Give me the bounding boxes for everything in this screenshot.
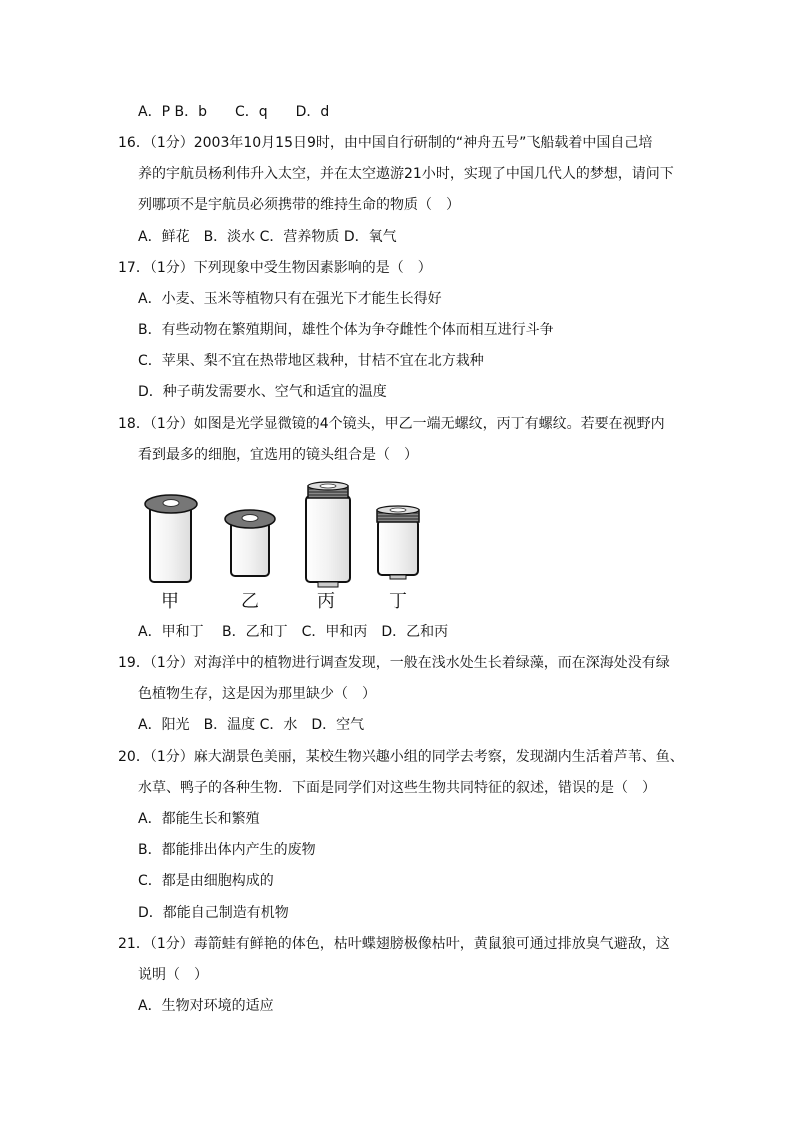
q20-option-d: D．都能自己制造有机物 <box>138 905 289 921</box>
q20-stem-line1: 20．（1分）麻大湖景色美丽，某校生物兴趣小组的同学去考察，发现湖内生活着芦苇、鱼、 <box>118 749 684 765</box>
q17-stem: 17．（1分）下列现象中受生物因素影响的是（ ） <box>118 260 432 276</box>
lenses-drawing <box>140 480 460 592</box>
lens-yi <box>225 510 275 576</box>
q16-stem-line1: 16．（1分）2003年10月15日9时，由中国自行研制的“神舟五号”飞船载着中国自己培 <box>118 135 653 151</box>
q20-stem-line2: 水草、鸭子的各种生物．下面是同学们对这些生物共同特征的叙述，错误的是（ ） <box>138 780 656 796</box>
lens-label-bing: 丙 <box>317 591 335 612</box>
q20-option-b: B．都能排出体内产生的废物 <box>138 842 316 858</box>
q19-stem-line2: 色植物生存，这是因为那里缺少（ ） <box>138 686 376 702</box>
lens-ding <box>377 506 419 579</box>
q21-stem-line2: 说明（ ） <box>138 967 208 983</box>
q15-options: A．P B．b C．q D．d <box>138 104 330 120</box>
q21-option-a: A．生物对环境的适应 <box>138 998 274 1014</box>
lens-bing <box>306 482 350 587</box>
q16-options: A．鲜花 B．淡水 C．营养物质 D．氧气 <box>138 229 397 245</box>
q18-stem-line2: 看到最多的细胞，宜选用的镜头组合是（ ） <box>138 447 418 463</box>
microscope-lenses-figure <box>140 480 460 620</box>
q17-option-a: A．小麦、玉米等植物只有在强光下才能生长得好 <box>138 291 442 307</box>
q17-option-c: C．苹果、梨不宜在热带地区栽种，甘桔不宜在北方栽种 <box>138 353 484 369</box>
lens-label-ding: 丁 <box>389 591 407 612</box>
q16-stem-line2: 养的宇航员杨利伟升入太空，并在太空遨游21小时，实现了中国几代人的梦想，请问下 <box>138 166 674 182</box>
q16-stem-line3: 列哪项不是宇航员必须携带的维持生命的物质（ ） <box>138 197 460 213</box>
lens-label-jia: 甲 <box>161 591 179 612</box>
q18-options: A．甲和丁 B．乙和丁 C．甲和丙 D．乙和丙 <box>138 624 449 640</box>
q17-option-d: D．种子萌发需要水、空气和适宜的温度 <box>138 384 387 400</box>
q17-option-b: B．有些动物在繁殖期间，雄性个体为争夺雌性个体而相互进行斗争 <box>138 322 554 338</box>
q20-option-c: C．都是由细胞构成的 <box>138 873 274 889</box>
lens-jia <box>145 495 197 582</box>
q21-stem-line1: 21．（1分）毒箭蛙有鲜艳的体色，枯叶蝶翅膀极像枯叶，黄鼠狼可通过排放臭气避敌，这 <box>118 936 670 952</box>
q19-stem-line1: 19．（1分）对海洋中的植物进行调查发现，一般在浅水处生长着绿藻，而在深海处没有绿 <box>118 655 670 671</box>
q20-option-a: A．都能生长和繁殖 <box>138 811 260 827</box>
q19-options: A．阳光 B．温度 C．水 D．空气 <box>138 717 365 733</box>
q18-stem-line1: 18．（1分）如图是光学显微镜的4个镜头，甲乙一端无螺纹，丙丁有螺纹。若要在视野内 <box>118 416 665 432</box>
lens-label-yi: 乙 <box>241 591 259 612</box>
